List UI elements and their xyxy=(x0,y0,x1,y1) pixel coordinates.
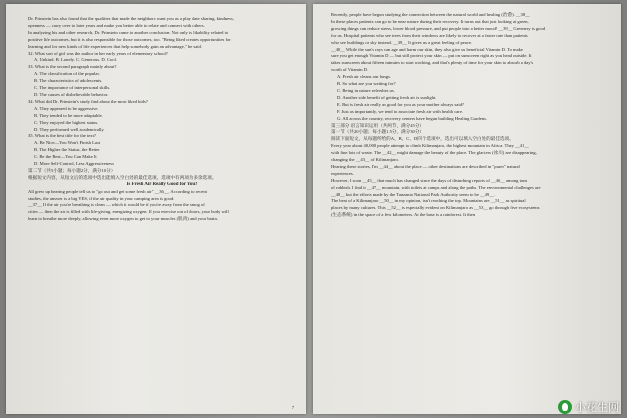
right-page-line: experiences. xyxy=(331,170,354,176)
left-page-line: positive life outcomes, but it is also responsible for those outcomes, too. "Being liked creates opportunities for xyxy=(28,36,231,42)
left-page-line: 32. What sort of girl was the author in her early years of elementary school? xyxy=(28,50,168,56)
right-page-line: 阅读下面短文，从每题所给的A、B、C、D四个选项中，选出可以填入空白处的最佳选项。 xyxy=(331,136,514,142)
right-page-line: F. Just as importantly, we tend to associate fresh air with health care. xyxy=(337,108,464,114)
exam-page-left xyxy=(6,4,306,414)
right-page-line: for us. Hospital patients who see trees from their windows are likely to recover at a faster rate than patients xyxy=(331,32,528,38)
left-page-line: A. Be Nice—You Won't Finish Last xyxy=(34,140,101,146)
page-number: 7 xyxy=(291,405,294,410)
right-page-line: (生态系统) in the space of a few kilometers. At the base is a rainforest. It then xyxy=(331,212,476,218)
right-page-line: of rubbish. I find it __47__ mountain, with toilets at camps and along the paths. The environmental challenges are xyxy=(331,184,541,190)
right-page-line: with fine lots of waste. The __42__ might damage the beauty of the place. The glaciers (冰川) are disappearing, xyxy=(331,150,537,156)
left-page-line: D. More Self-Control, Less Aggressiveness xyxy=(34,161,114,167)
right-page-line: E. But is fresh air really as good for you as your mother always said? xyxy=(337,101,464,107)
left-page-line: D. The causes of disbelievable behavior. xyxy=(34,91,109,97)
right-page-line: D. Another side benefit of getting fresh air is sunlight. xyxy=(337,94,437,100)
right-page-line: who see buildings or sky instead. __39__ It gives us a great feeling of peace. xyxy=(331,39,473,45)
right-page-line: However, I soon __45__ that much has changed since the days of disturbing reports of __46__ among tons xyxy=(331,177,528,183)
right-page-line: Recently, people have begun studying the connection between the natural world and healing (治愈). __38__ xyxy=(331,12,530,17)
left-page-line: __37__ If the air you're breathing is clean — which it would be if you're away from the smog of xyxy=(28,202,205,208)
right-page-line: G. All across the country, recovery centers have begun building Healing Gardens. xyxy=(337,115,487,121)
right-page-line: The beat of a Kilimanjaro __50__ in my opinion, isn't reaching the top. Mountains are __51__ as spiritual xyxy=(331,198,526,204)
right-page-line: Every year about 40,000 people attempt to climb Kilimanjaro, the highest mountain in Africa. They __41__ xyxy=(331,143,529,149)
left-page-line: C. The importance of interpersonal skills. xyxy=(34,85,111,91)
right-page-line: worth of Vitamin D. xyxy=(331,67,369,73)
right-page-line: growing things can reduce stress, lower blood pressure, and put people into a better mood! __39__ Greenery is good xyxy=(331,25,546,31)
left-page-line: A. Unkind. B. Lonely. C. Generous. D. Cool. xyxy=(34,57,118,63)
left-page-line: learn to breathe more deeply, allowing even more oxygen to get to your muscles (肌肉) and your brain. xyxy=(28,216,218,222)
left-page-line: B. The characteristics of adolescents. xyxy=(34,78,103,84)
left-page-line: B. They tended to be more adaptable. xyxy=(34,112,103,118)
right-page-line: __48__ but the efforts made by the Tanzania National Park Authority seem to be __49__. xyxy=(331,191,495,197)
left-page-line: learning and for new kinds of life experiences that help somebody gain an advantage," he said. xyxy=(28,43,202,49)
left-page-line: Is Fresh Air Really Good for You? xyxy=(126,181,198,187)
left-page-line: In analyzing his and other research, Dr. Prinstein came to another conclusion: Not only is likability related to xyxy=(28,29,229,35)
right-page-text xyxy=(331,12,609,219)
left-page-text xyxy=(28,16,296,223)
right-page-line: Hearing these stories, I'm __44__ about the place — other destinations are described in "purer" natural xyxy=(331,163,520,169)
left-page-line: A. They appeared to be aggressive. xyxy=(34,105,99,111)
left-page-line: Dr. Prinstein has also found that the qualities that made the neighbors want you as a play date sharing, kindness, xyxy=(28,16,234,21)
right-page-line: sure you get enough Vitamin D — but still protect your skin — put on sunscreen right as you head outside. It xyxy=(331,53,532,59)
right-page-line: In these places patients can go to be near nature during their recovery. It turns out that just looking at green, xyxy=(331,18,529,24)
right-page-line: A. Fresh air cleans our lungs. xyxy=(337,74,391,80)
watermark-text: 小花生网 xyxy=(575,401,619,414)
exam-page-right xyxy=(313,4,621,414)
left-page-line: B. The Higher the Status, the Better xyxy=(34,147,100,153)
right-page-line: __40__ While the sun's rays can age and harm our skin, they also give us beneficial Vitamin D. To make xyxy=(331,46,523,52)
left-page-line: studies, the answer is a big YES, if the air quality in your camping area is good. xyxy=(28,195,175,201)
left-page-line: 34. What did Dr. Prinstein's study find about the most liked kids? xyxy=(28,98,148,104)
right-page-line: changing the __43__ of Kilimanjaro. xyxy=(331,157,399,163)
left-page-line: 第二节（共5小题；每小题2分，满分10分） xyxy=(28,167,116,173)
right-page-line: places by many cultures. This __52__ is especially evident on Kilimanjaro as __53__ go through five ecosystems xyxy=(331,205,540,211)
watermark xyxy=(558,399,619,415)
left-page-line: 33. What is the second paragraph mainly about? xyxy=(28,64,117,70)
left-page-line: 根据短文内容，从短文后的选项中选出能填入空白处的最佳选项。选项中有两项为多余选项。 xyxy=(28,174,217,180)
right-page-line: 第三部分 语言知识运用（共两节，满分45分） xyxy=(331,122,425,128)
left-page-line: C. Be the Best—You Can Make It xyxy=(34,154,97,160)
left-page-line: A. The classification of the popular. xyxy=(34,71,100,77)
left-page-line: openness — carry over to later years and make you better able to relate and connect with others. xyxy=(28,22,205,28)
left-page-line: All grew up hearing people tell us to "go out and get some fresh air" __36__. According to recent xyxy=(28,188,207,194)
right-page-line: B. So what are you waiting for? xyxy=(337,81,396,87)
left-page-line: D. They performed well academically. xyxy=(34,126,105,132)
left-page-line: C. They enjoyed the highest status. xyxy=(34,119,99,125)
right-page-line: C. Being in nature refreshes us. xyxy=(337,87,395,93)
right-page-line: takes sunscreen about fifteen minutes to start working, and that's plenty of time for your skin to absorb a day's xyxy=(331,60,534,66)
left-page-line: cities — then the air is filled with life-giving, energizing oxygen. If you exercise out of doors, your body will xyxy=(28,209,229,215)
peanut-logo-icon xyxy=(558,400,572,414)
left-page-line: 35. What is the best title for the text? xyxy=(28,133,96,139)
right-page-line: 第一节（共20小题；每小题1.5分，满分30分） xyxy=(331,129,425,135)
